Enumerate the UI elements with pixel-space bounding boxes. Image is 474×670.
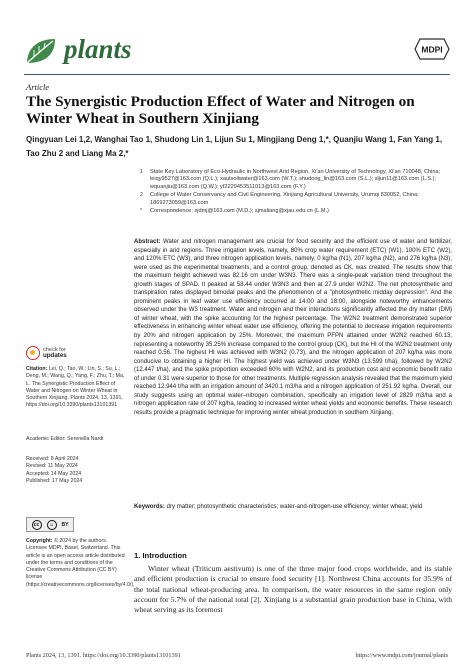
check-for-updates-badge[interactable]	[26, 344, 86, 362]
affiliation-text: College of Water Conservancy and Civil Engineering, Xinjiang Agricultural University, Urumqi 830052, China; 1869273059@163.com	[150, 192, 419, 206]
abstract-text: Water and nitrogen management are crucial for food security and the efficient use of water and fertilizer, especially in arid regions. Three irrigation levels, namely, 80% crop water requirement (ETC) (W1), 100% ETC (W2), and 120% ETC (W3), and three nitrogen application levels, namely, 0 kg/ha (N1), 207 kg/ha (N2), and 276 kg/ha (N3), were used as the experimental treatments, and a control group, denoted as CK, was created. The results show that the maximum height achieved was 82.16 cm under W3N3. There was a single-peak variation trend throughout the growth stages of SPAD. It peaked at 58.44 under W3N3 and then at 27.9 under W2N2. The net photosynthetic and transpiration rates displayed bimodal peaks and the phenomenon of a "photosynthetic midday depression". And the prominent peaks in leaf water use efficiency occurred at 14:00 and 18:00, alongside noteworthy enhancements observed under the W3 treatment. Water and nitrogen and their interactions significantly affected the dry matter (DM) of winter wheat, with the spike accounting for the highest percentage. The W2N2 treatment demonstrated superior effectiveness in enhancing winter wheat water use efficiency, offering the potential to decrease irrigation requirements by 20% and nitrogen application by 25%. Moreover, the maximum PFPN attained under W2N2 reached 60.13, representing a noteworthy 35.25% increase compared to the control group (CK), but the HI of the W2N2 treatment only reached 0.56. The highest HI was achieved with W3N2 (0.73), and the nitrogen application of 207 kg/ha was more conducive to obtaining a higher HI. The highest yield was achieved under W3N3 (13.599 t/ha), followed by W2N2 (12.447 t/ha), and the spike proportion exceeded 60% with W2N2, and its production cost and economic benefit ratio of under 0.31 were superior to those for other treatments. Multiple regression analysis revealed that the maximum yield reached 12.944 t/ha with an irrigation amount of 3420.1 m3/ha and a nitrogen application of 251.92 kg/ha. Overall, our study suggests using an optimal water–nitrogen combination, specifically an irrigation level of 2829 m3/ha and a nitrogen application rate of 207 kg/ha, leading to increased winter wheat yields and economic benefits. These research results provide a pragmatic technique for improving winter wheat production in southern Xinjiang.	[134, 239, 452, 416]
footer-citation[interactable]: Plants 2024, 13, 1391. https://doi.org/10.3390/plants13101391	[26, 652, 181, 659]
by-label: BY	[61, 521, 69, 528]
cc-by-license-badge[interactable]	[26, 517, 74, 532]
plants-leaf-logo-icon	[24, 36, 58, 66]
section-heading: 1. Introduction	[134, 551, 187, 560]
citation-label: Citation:	[26, 366, 48, 372]
article-type: Article	[26, 82, 50, 92]
keywords-label: Keywords:	[134, 504, 165, 510]
header-divider	[24, 74, 450, 75]
page-footer	[26, 652, 448, 659]
affiliation-marker: *	[140, 208, 142, 215]
affiliation-text: State Key Laboratory of Eco-Hydraulic in Northwest Arid Region, Xi'an University of Technology, Xi'an 710048, China; leiqy9527@163.com (Q.L.); xautsoilwater@163.com (W.T.); shudong_lin@163.com (S.L.); sljun11@163.com (L.S.); wquanjiu@163.com (Q.W.); yf2229453511013@163.com (F.Y.)	[150, 169, 441, 190]
introduction-paragraph: Winter wheat (Triticum aestivum) is one of the three major food crops worldwide, and its stable and efficient production is crucial to ensure food security [1]. Northwest China accounts for 35.9% of the total national wheat-producing area. In comparison, the water resources in the same region only account for 5.7% of the national total [2]. Xinjiang is a substantial grain production base in China, with wheat serving as its foremost	[134, 564, 452, 615]
mdpi-logo-text: MDPI	[421, 44, 443, 55]
abstract-label: Abstract:	[134, 239, 161, 245]
check-updates-icon	[26, 346, 40, 360]
keywords-text: dry matter; photosynthetic characteristics; water-and-nitrogen-use efficiency; winter wheat; yield	[166, 504, 423, 510]
affiliation-item	[140, 192, 460, 207]
academic-editor	[26, 436, 126, 443]
editor-name: Serenella Nardi	[67, 436, 104, 442]
check-updates-label	[43, 347, 67, 359]
article-title: The Synergistic Production Effect of Water and Nitrogen on Winter Wheat in Southern Xinjiang	[26, 93, 415, 127]
affiliation-item	[140, 208, 460, 215]
keywords	[134, 503, 452, 512]
correspondence-text: Correspondence: xjdmj@163.com (M.D.); sjmaliang@xjau.edu.cn (L.M.)	[150, 208, 329, 215]
accepted-date: Accepted: 14 May 2024	[26, 470, 82, 477]
published-date: Published: 17 May 2024	[26, 477, 83, 484]
citation-text[interactable]: Lei, Q.; Tao, W.; Lin, S.; Su, L.; Deng, M.; Wang, Q.; Yang, F.; Zhu, T.; Ma, L. The Synergistic Production Effect of Water and Nitrogen on Winter Wheat in Southern Xinjiang. Plants 2024, 13, 1391. https://doi.org/10.3390/plants13101391	[26, 366, 125, 409]
cc-icon: cc	[32, 520, 42, 530]
abstract	[134, 238, 452, 417]
copyright-block	[26, 538, 135, 589]
mdpi-logo-icon[interactable]	[414, 38, 450, 60]
editor-label: Academic Editor:	[26, 436, 66, 442]
copyright-label: Copyright:	[26, 538, 53, 544]
citation-block	[26, 366, 126, 410]
affiliation-marker: 2	[140, 192, 143, 199]
affiliations	[140, 169, 460, 216]
copyright-text: © 2024 by the authors. Licensee MDPI, Basel, Switzerland. This article is an open access article distributed under the terms and conditions of the Creative Commons Attribution (CC BY) license (https://creativecommons.org/licenses/by/4.0/).	[26, 538, 135, 588]
check-updates-bottom: updates	[43, 352, 67, 359]
revised-date: Revised: 11 May 2024	[26, 463, 78, 470]
footer-journal-link[interactable]: https://www.mdpi.com/journal/plants	[355, 652, 448, 659]
journal-name[interactable]: plants	[64, 34, 132, 64]
article-dates	[26, 456, 126, 485]
by-icon: ☺	[47, 520, 57, 530]
author-list: Qingyuan Lei 1,2, Wanghai Tao 1, Shudong Lin 1, Lijun Su 1, Mingjiang Deng 1,*, Quanjiu Wang 1, Fan Yang 1, Tao Zhu 2 and Liang Ma 2,*	[26, 135, 443, 158]
check-updates-top: check for	[43, 347, 66, 353]
received-date: Received: 8 April 2024	[26, 456, 79, 462]
affiliation-item	[140, 169, 460, 191]
affiliation-marker: 1	[140, 169, 143, 175]
